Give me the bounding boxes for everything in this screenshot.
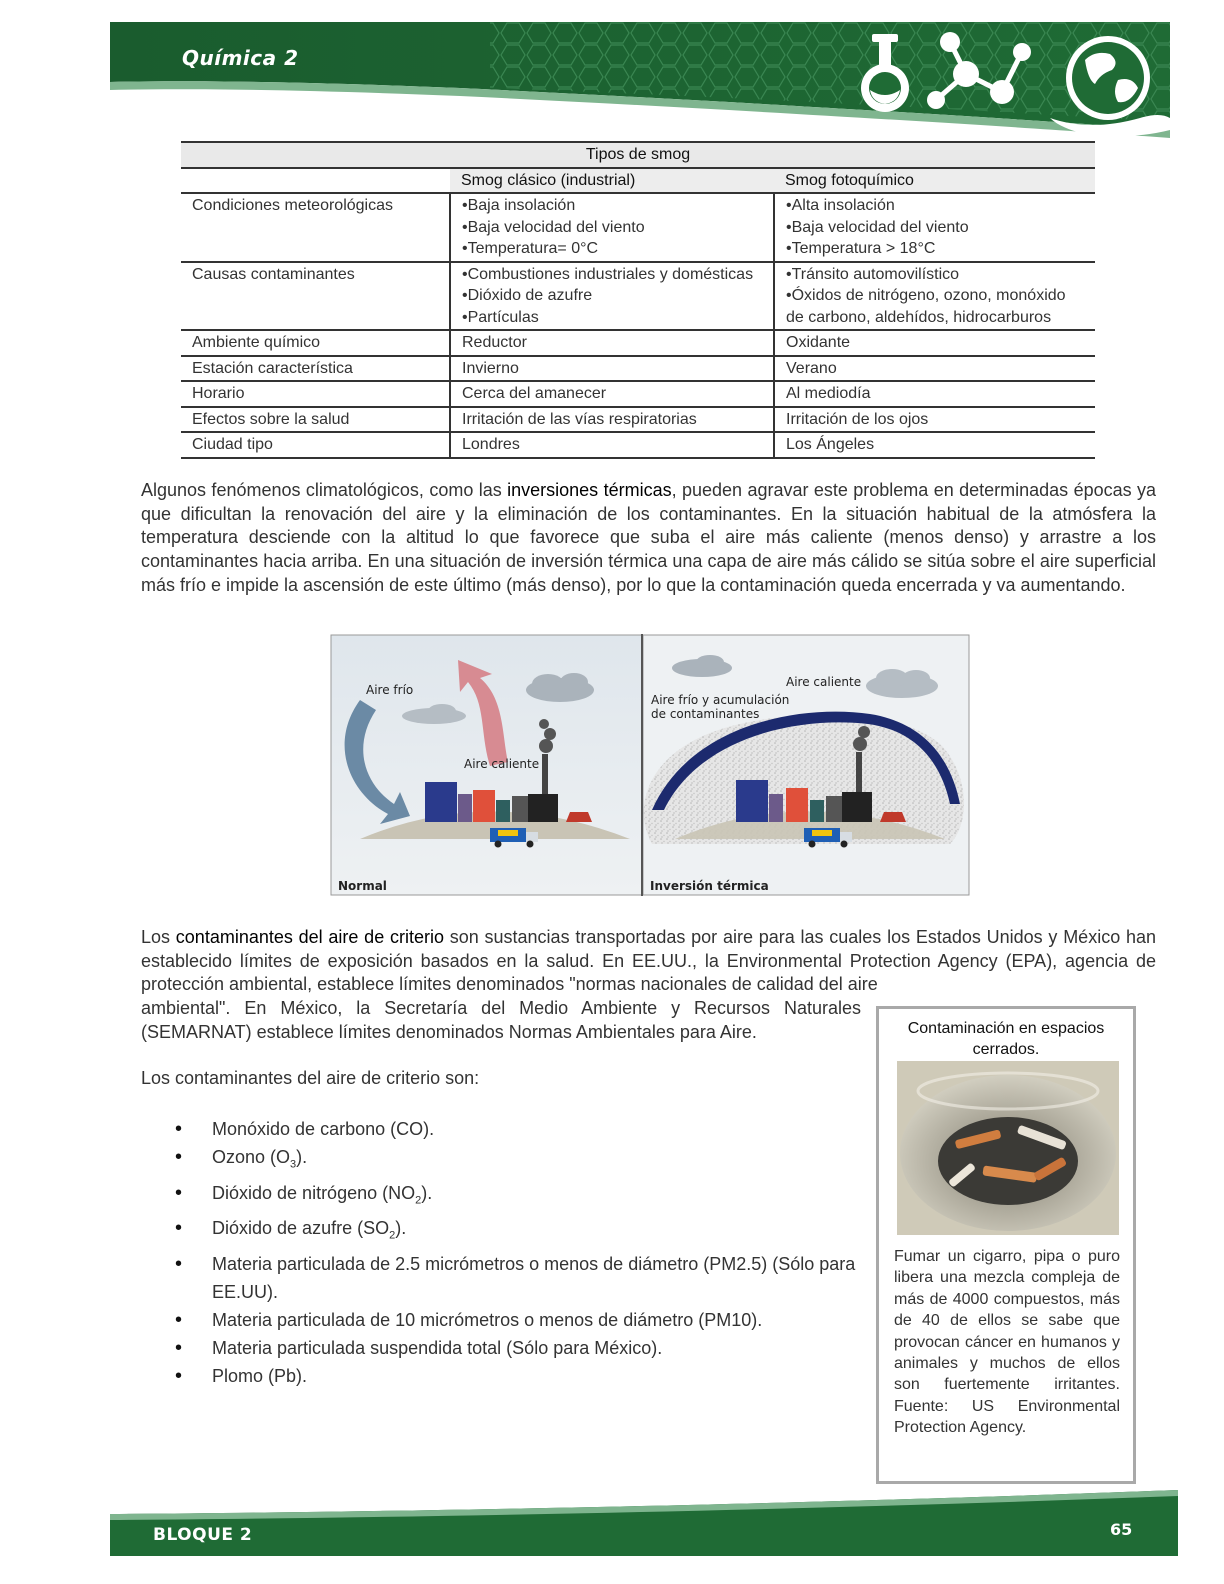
table-header-empty [181, 168, 450, 194]
table-row [181, 432, 1095, 458]
page-header [110, 22, 1170, 140]
photochemical-smog-cell [774, 432, 1095, 458]
sidebox-text: Fumar un cigarro, pipa o puro libera una mezcla compleja de más de 4000 compuestos, más de 40 de ellos se sabe que provocan cáncer en humanos y animales y muchos de ellos son fuertemente irritantes. Fuente: US Environmental Protection Agency. [894, 1248, 1120, 1437]
pollutant-post: ). [421, 1182, 433, 1203]
classic-smog-cell [450, 432, 774, 458]
page-footer [110, 1490, 1178, 1556]
cell-line: Invierno [462, 359, 519, 377]
cell-line: Irritación de las vías respiratorias [462, 410, 697, 428]
para1-bold-term: inversiones térmicas [507, 480, 672, 500]
cell-line: •Alta insolación [786, 197, 895, 214]
photochemical-smog-cell [774, 356, 1095, 382]
table-header-row [181, 168, 1095, 194]
cell-line: Al mediodía [786, 385, 871, 402]
table-header-classic: Smog clásico (industrial) [450, 168, 774, 194]
table-header-photochemical: Smog fotoquímico [774, 168, 1095, 194]
paragraph-thermal-inversion [141, 479, 1156, 598]
para2-after: son sustancias transportadas por aire para las cuales los Estados Unidos y México han establecido límites de exposición basados en la salud. En EE.UU., la Environmental Protection Agency (EPA), agencia de protección ambiental, establece límites denominados "normas nacionales de calidad del aire [141, 927, 1157, 995]
footer-block-label: BLOQUE 2 [153, 1525, 253, 1545]
cell-line: Irritación de los ojos [786, 410, 929, 428]
table-caption-row [181, 142, 1095, 168]
right-cold-air-label-2: de contaminantes [651, 707, 760, 721]
cell-line: Cerca del amanecer [462, 385, 607, 402]
table-caption: Tipos de smog [181, 142, 1095, 168]
sidebox-title: Contaminación en espacios cerrados. [907, 1020, 1105, 1058]
page-number: 65 [1110, 1520, 1133, 1539]
footer-banner-graphic [110, 1490, 1178, 1556]
pollutant-item [175, 1362, 865, 1390]
pollutant-text: Monóxido de carbono (CO). [212, 1119, 435, 1139]
classic-smog-cell [450, 262, 774, 331]
pollutant-item [175, 1179, 865, 1215]
cell-line: •Combustiones industriales y domésticas [462, 265, 754, 283]
pollutant-sub: 3 [290, 1158, 297, 1171]
pollutant-pre: Dióxido de nitrógeno (NO [212, 1182, 416, 1203]
classic-smog-cell [450, 330, 774, 356]
table-row [181, 356, 1095, 382]
diagram-graphic [330, 634, 970, 896]
header-banner-graphic [110, 22, 1170, 140]
pollutants-list-intro: Los contaminantes del aire de criterio son: [141, 1068, 480, 1088]
pollutant-text: Materia particulada de 2.5 micrómetros o menos de diámetro (PM2.5) (Sólo para EE.UU). [212, 1253, 856, 1302]
row-label: Efectos sobre la salud [181, 407, 450, 433]
ashtray-photo [897, 1061, 1119, 1235]
pollutant-item [175, 1334, 865, 1362]
para1-before: Algunos fenómenos climatológicos, como las [141, 480, 508, 500]
table-row [181, 262, 1095, 331]
table-row [181, 407, 1095, 433]
pollutant-pre: Dióxido de azufre (SO [212, 1218, 390, 1239]
cell-line: Los Ángeles [786, 436, 875, 453]
pollutant-item [175, 1306, 865, 1334]
cell-line: •Tránsito automovilístico [786, 265, 960, 283]
photochemical-smog-cell [774, 330, 1095, 356]
pollutants-list [175, 1115, 865, 1390]
right-warm-air-label: Aire caliente [786, 675, 862, 689]
table-row [181, 381, 1095, 407]
cell-line: •Partículas [462, 308, 539, 326]
pollutant-item [175, 1214, 865, 1250]
classic-smog-cell [450, 356, 774, 382]
cell-line: •Temperatura > 18°C [786, 240, 936, 257]
cell-line: Londres [462, 436, 520, 453]
cell-line: •Óxidos de nitrógeno, ozono, monóxido de carbono, aldehídos, hidrocarburos [786, 287, 1066, 326]
right-cold-air-label-1: Aire frío y acumulación [651, 693, 790, 707]
row-label: Horario [181, 381, 450, 407]
paragraph-criteria-continued: ambiental". En México, la Secretaría del Medio Ambiente y Recursos Naturales (SEMARNAT) establece límites denominados Normas Ambientales para Aire. [141, 998, 861, 1042]
row-label: Ambiente químico [181, 330, 450, 356]
pollutant-sub: 2 [415, 1194, 422, 1207]
photochemical-smog-cell [774, 381, 1095, 407]
cell-line: •Baja velocidad del viento [462, 218, 645, 236]
cell-line: Oxidante [786, 334, 851, 351]
normal-caption: Normal [338, 879, 387, 893]
left-cold-air-label: Aire frío [366, 683, 414, 697]
para2-before: Los [141, 927, 176, 947]
inversion-caption: Inversión térmica [650, 879, 769, 893]
pollutant-text: Plomo (Pb). [212, 1365, 308, 1386]
classic-smog-cell [450, 407, 774, 433]
photochemical-smog-cell [774, 262, 1095, 331]
cell-line: •Dióxido de azufre [462, 287, 593, 304]
thermal-inversion-diagram [330, 634, 970, 896]
cell-line: •Baja insolación [462, 197, 576, 214]
left-warm-air-label: Aire caliente [464, 757, 540, 771]
pollutant-text: Materia particulada de 10 micrómetros o menos de diámetro (PM10). [212, 1309, 763, 1330]
row-label: Estación característica [181, 356, 450, 382]
para1-after: , pueden agravar este problema en determinadas épocas ya que dificultan la renovación del aire y la eliminación de los contaminantes. En la situación habitual de la atmósfera la temperatura desciende con la altitud lo que favorece que suba el aire más caliente (menos denso) y arrastre a los contaminantes hacia arriba. En una situación de inversión térmica una capa de aire más cálido se sitúa sobre el aire superficial más frío e impide la ascensión de este último (más denso), por lo que la contaminación queda encerrada y va aumentando. [141, 480, 1157, 595]
pollutant-text: Materia particulada suspendida total (Sólo para México). [212, 1337, 663, 1358]
pollutant-post: ). [395, 1218, 407, 1239]
row-label: Condiciones meteorológicas [181, 193, 450, 262]
classic-smog-cell [450, 381, 774, 407]
pollutant-sub: 2 [389, 1229, 396, 1242]
cell-line: Reductor [462, 334, 527, 351]
pollutant-pre: Ozono (O [212, 1147, 291, 1167]
row-label: Ciudad tipo [181, 432, 450, 458]
table-body [181, 193, 1095, 458]
table-row [181, 193, 1095, 262]
header-title: Química 2 [182, 46, 299, 70]
table-row [181, 330, 1095, 356]
indoor-pollution-box [876, 1006, 1136, 1484]
cell-line: •Temperatura= 0°C [462, 240, 599, 257]
photochemical-smog-cell [774, 407, 1095, 433]
pollutant-item [175, 1143, 865, 1179]
pollutant-item [175, 1115, 865, 1143]
photochemical-smog-cell [774, 193, 1095, 262]
smog-types-table [181, 141, 1095, 459]
cell-line: •Baja velocidad del viento [786, 218, 969, 236]
pollutant-item [175, 1250, 865, 1306]
cell-line: Verano [786, 359, 837, 377]
para2-bold-term: contaminantes del aire de criterio [175, 927, 444, 947]
classic-smog-cell [450, 193, 774, 262]
row-label: Causas contaminantes [181, 262, 450, 331]
paragraph-criteria-pollutants [141, 926, 1156, 997]
pollutant-post: ). [296, 1147, 308, 1167]
